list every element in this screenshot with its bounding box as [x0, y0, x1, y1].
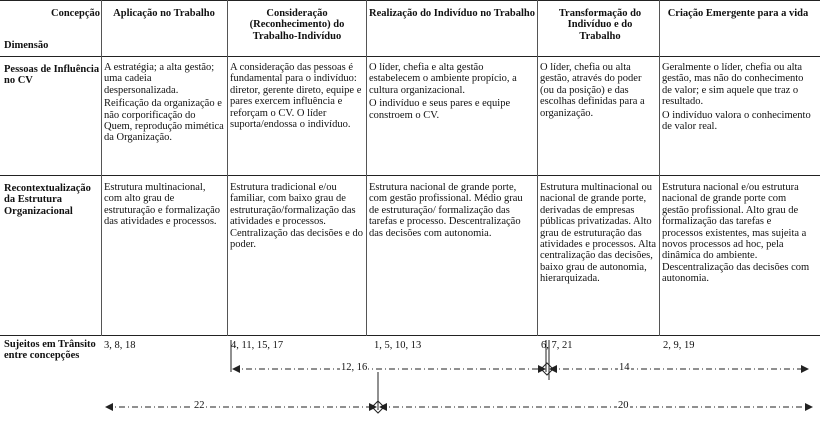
arrow-label-20: 20: [618, 400, 629, 411]
arrow-label-22: 22: [194, 400, 205, 411]
cell-text: Estrutura multinacional, com alto grau de estruturação e formalização das atividades e processos.: [104, 182, 221, 228]
cell-text: Estrutura tradicional e/ou familiar, com baixo grau de estruturação/formalização das atividades e processos. Centralização das decisões e do poder.: [230, 182, 363, 251]
cell-text: O líder, chefia ou alta gestão, através do poder (ou da posição) e das escolhas definidas para a organização.: [540, 62, 645, 119]
cell-text: O indivíduo e seus pares e equipe constroem o CV.: [369, 98, 511, 121]
cell-text: Estrutura multinacional ou nacional de grande porte, derivadas de empresas públicas privatizadas. Alto grau de estruturação das atividades e processos. Alta centralização das decisões, baixo grau de autonomia, hierarquizada.: [540, 182, 657, 285]
corner-top-label: Concepção: [51, 8, 100, 19]
cell-text: Reificação da organização e não corporificação do Quem, reprodução mimética da Organização.: [104, 98, 224, 144]
cell-text: O indivíduo valora o conhecimento de valor real.: [662, 109, 811, 133]
arrow-label-12-16: 12, 16: [341, 362, 368, 373]
column-header-realizacao: Realização do Indivíduo no Trabalho: [369, 8, 535, 19]
row-label-sujeitos: Sujeitos em Trânsito entre concepções: [4, 339, 96, 362]
row-label-recontextualizacao: Recontextualização da Estrutura Organizacional: [4, 183, 91, 217]
subjects-consideracao: 4, 11, 15, 17: [231, 340, 284, 351]
cell-text: O líder, chefia e alta gestão estabelecem o ambiente propício, a cultura organizacional.: [369, 62, 517, 96]
subjects-aplicacao: 3, 8, 18: [104, 340, 136, 351]
column-header-aplicacao: Aplicação no Trabalho: [113, 8, 215, 19]
subjects-realizacao: 1, 5, 10, 13: [374, 340, 422, 351]
cell-text: A estratégia; a alta gestão; uma cadeia despersonalizada.: [104, 62, 215, 96]
cell-text: A consideração das pessoas é fundamental para o indivíduo: diretor, gerente direto, equipe e pares exercem influência e reforçam o CV. O líder suporta/endossa o indivíduo.: [230, 62, 362, 131]
subjects-transformacao: 6, 7, 21: [541, 340, 573, 351]
column-header-consideracao: Consideração (Reconhecimento) do Trabalho-Indivíduo: [249, 8, 345, 42]
row-label-pessoas: Pessoas de Influência no CV: [4, 64, 100, 87]
cell-text: Estrutura nacional de grande porte, com gestão profissional. Médio grau de estruturação/ formalização das tarefas e processo. Descentralização das decisões com autonomia.: [369, 182, 523, 239]
column-header-transformacao: Transformação do Indivíduo e do Trabalho: [558, 8, 642, 42]
corner-bottom-label: Dimensão: [4, 40, 49, 51]
column-header-criacao: Criação Emergente para a vida: [667, 8, 809, 19]
cell-text: Geralmente o líder, chefia ou alta gestão, mas não do conhecimento de valor; e sim aquele que traz o resultado.: [662, 62, 804, 108]
arrow-label-14: 14: [619, 362, 630, 373]
subjects-criacao: 2, 9, 19: [663, 340, 695, 351]
cell-text: Estrutura nacional e/ou estrutura nacional de grande porte com gestão profissional. Alto grau de formalização das tarefas e processos existentes, mas sujeita a novos processos ad hoc, pela dinâmica do ambiente. Descentralização das decisões com autonomia.: [662, 182, 810, 285]
